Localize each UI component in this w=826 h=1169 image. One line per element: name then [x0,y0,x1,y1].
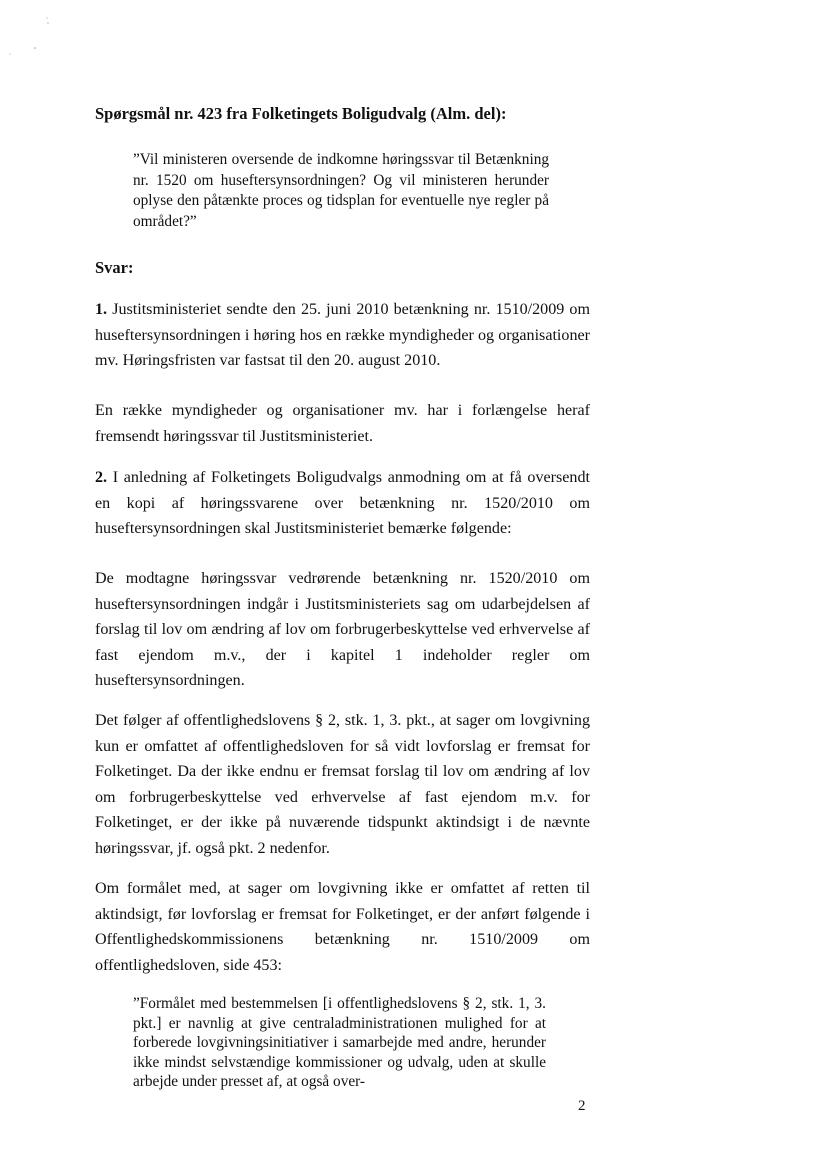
paragraph-text: De modtagne høringssvar vedrørende betænkning nr. 1520/2010 om huseftersynsordningen indgår i Justitsministeriets sag om udarbejdelsen af forslag til lov om ændring af lov om forbrugerbeskyttelse ved erhvervelse af fast ejendom m.v., der i kapitel 1 indeholder regler om huseftersynsordningen. [95,570,590,689]
document-title: Spørgsmål nr. 423 fra Folketingets Boligudvalg (Alm. del): [95,104,507,123]
paragraph-text: Om formålet med, at sager om lovgivning ikke er omfattet af retten til aktindsigt, før lovforslag er fremsat for Folketinget, er der anført følgende i Offentlighedskommissionens betænkning nr. 1510/2009 om offentlighedsloven, side 453: [95,880,590,974]
paragraph-text: I anledning af Folketingets Boligudvalgs anmodning om at få oversendt en kopi af høringssvarene over betænkning nr. 1520/2010 om huseftersynsordningen skal Justitsministeriet bemærke følgende: [95,469,590,537]
commission-quote: ”Formålet med bestemmelsen [i offentlighedslovens § 2, stk. 1, 3. pkt.] er navnlig at give centraladministrationen mulighed for at forberede lovgivningsinitiativer i samarbejde med andre, herunder ikke mindst selvstændige kommissioner og udvalg, uden at skulle arbejde under presset af, at også over- [133,995,546,1091]
paragraph-text: Det følger af offentlighedslovens § 2, stk. 1, 3. pkt., at sager om lovgivning kun er omfattet af offentlighedsloven for så vidt lovforslag er fremsat for Folketinget. Da der ikke endnu er fremsat forslag til lov om ændring af lov om forbrugerbeskyttelse ved erhvervelse af fast ejendom m.v. for Folketinget, er der ikke på nuværende tidspunkt aktindsigt i de nævnte høringssvar, jf. også pkt. 2 nedenfor. [95,712,590,857]
paragraph-2c [95,708,590,861]
scan-speck [46,17,47,18]
scan-speck [9,53,10,54]
scan-speck [47,22,48,23]
paragraph-1b [95,398,590,449]
paragraph-1 [95,297,590,374]
page-number: 2 [578,1098,586,1114]
paragraph-2d [95,876,590,978]
paragraph-2b [95,566,590,694]
paragraph-text: En række myndigheder og organisationer mv. har i forlængelse heraf fremsendt høringssvar til Justitsministeriet. [95,402,590,445]
answer-heading: Svar: [95,258,134,277]
scan-marks [8,14,58,64]
paragraph-number: 2. [95,469,108,486]
question-quote: ”Vil ministeren oversende de indkomne høringssvar til Betænkning nr. 1520 om huseftersynsordningen? Og vil ministeren herunder oplyse den påtænkte proces og tidsplan for eventuelle nye regler på området?” [133,151,549,230]
scan-speck [34,47,36,49]
paragraph-text: Justitsministeriet sendte den 25. juni 2010 betænkning nr. 1510/2009 om huseftersynsordningen i høring hos en række myndigheder og organisationer mv. Høringsfristen var fastsat til den 20. august 2010. [95,301,590,369]
paragraph-2 [95,465,590,542]
paragraph-number: 1. [95,301,108,318]
